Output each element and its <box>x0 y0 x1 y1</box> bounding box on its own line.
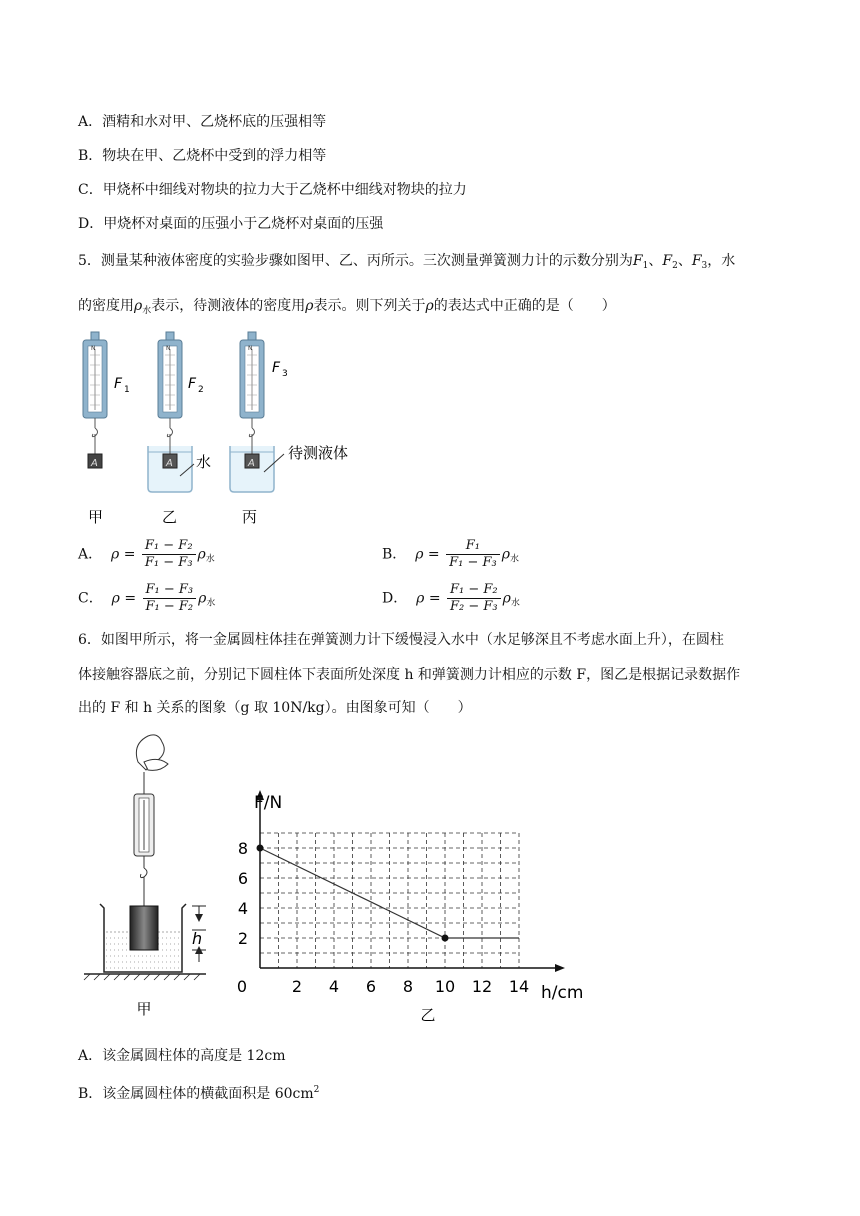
y-tick-label: 8 <box>237 839 248 858</box>
svg-text:A: A <box>248 458 255 469</box>
x-tick-label: 4 <box>328 977 340 996</box>
svg-text:A: A <box>91 458 98 469</box>
q6-option-a: A．该金属圆柱体的高度是 12cm <box>78 1048 286 1064</box>
caption-yi: 乙 <box>420 1006 436 1024</box>
svg-text:2: 2 <box>198 385 204 395</box>
label-f1: F <box>114 376 123 392</box>
q4-option-c: C．甲烧杯中细线对物块的拉力大于乙烧杯中细线对物块的拉力 <box>78 182 467 198</box>
data-point <box>257 845 264 852</box>
x-tick-label: 0 <box>236 977 248 996</box>
q5-stem-line1: 5．测量某种液体密度的实验步骤如图甲、乙、丙所示。三次测量弹簧测力计的示数分别为$F_1$、$F_2$、$F_3$，水 <box>78 253 736 271</box>
q4-option-d: D．甲烧杯对桌面的压强小于乙烧杯对桌面的压强 <box>78 216 384 232</box>
svg-text:N: N <box>248 345 253 352</box>
y-tick-label: 4 <box>237 899 248 918</box>
q6-stem-line2: 体接触容器底之前，分别记下圆柱体下表面所处深度 h 和弹簧测力计相应的示数 F，图乙是根据记录数据作 <box>78 667 741 683</box>
q6-stem-line3: 出的 F 和 h 关系的图象（g 取 10N/kg）。由图象可知（ ） <box>78 700 472 716</box>
label-water: 水 <box>196 453 212 471</box>
label-liquid: 待测液体 <box>288 444 349 462</box>
data-point <box>442 935 449 942</box>
y-tick-label: 6 <box>237 869 248 888</box>
q6-option-b: B．该金属圆柱体的横截面积是 $60cm^2$ <box>78 1085 320 1102</box>
svg-text:3: 3 <box>282 369 288 379</box>
metal-cylinder <box>130 906 158 950</box>
q5-figure <box>70 330 390 530</box>
x-tick-label: 10 <box>434 977 456 996</box>
caption-bing: 丙 <box>242 508 258 526</box>
x-axis-label: h/cm <box>541 983 584 1003</box>
caption-jia: 甲 <box>136 1000 152 1018</box>
label-f3: F <box>272 360 281 376</box>
x-tick-label: 6 <box>365 977 377 996</box>
q5-stem-line2: 的密度用$\rho_水$表示，待测液体的密度用ρ表示。则下列关于ρ的表达式中正确的是（ ） <box>78 298 616 316</box>
y-tick-label: 2 <box>237 929 248 948</box>
q6-figure-jia <box>82 732 222 1022</box>
x-tick-label: 14 <box>508 977 530 996</box>
svg-text:A: A <box>166 458 173 469</box>
caption-yi: 乙 <box>162 508 178 526</box>
q5-option-c: C． ρ = $\frac{\text{F₁ − F₃}}{\text{F₁ − F₂}}$ $\rho_水$ <box>78 582 216 614</box>
svg-text:1: 1 <box>124 385 130 395</box>
q5-option-d: D． ρ = $\frac{\text{F₁ − F₂}}{\text{F₂ − F₃}}$ $\rho_水$ <box>382 582 520 614</box>
x-axis-arrow <box>555 964 565 972</box>
caption-jia: 甲 <box>88 508 104 526</box>
q4-option-b: B．物块在甲、乙烧杯中受到的浮力相等 <box>78 148 327 164</box>
label-f2: F <box>188 376 197 392</box>
q5-option-b: B． ρ = $\frac{\text{F₁}}{\text{F₁ − F₃}}$ $\rho_水$ <box>382 538 519 570</box>
y-axis-label: F/N <box>254 793 283 813</box>
q6-stem-line1: 6．如图甲所示，将一金属圆柱体挂在弹簧测力计下缓慢浸入水中（水足够深且不考虑水面上升），在圆柱 <box>78 632 724 648</box>
svg-text:N: N <box>166 345 171 352</box>
q6-chart <box>228 786 608 1026</box>
q5-option-a: A． ρ = $\frac{\text{F₁ − F₂}}{\text{F₁ − F₃}}$ $\rho_水$ <box>78 538 215 570</box>
x-tick-label: 8 <box>402 977 414 996</box>
x-tick-label: 12 <box>471 977 493 996</box>
q4-option-a: A．酒精和水对甲、乙烧杯底的压强相等 <box>78 114 327 130</box>
x-tick-label: 2 <box>291 977 303 996</box>
chart-grid <box>260 833 519 968</box>
svg-text:N: N <box>91 345 96 352</box>
label-h: h <box>192 929 203 948</box>
